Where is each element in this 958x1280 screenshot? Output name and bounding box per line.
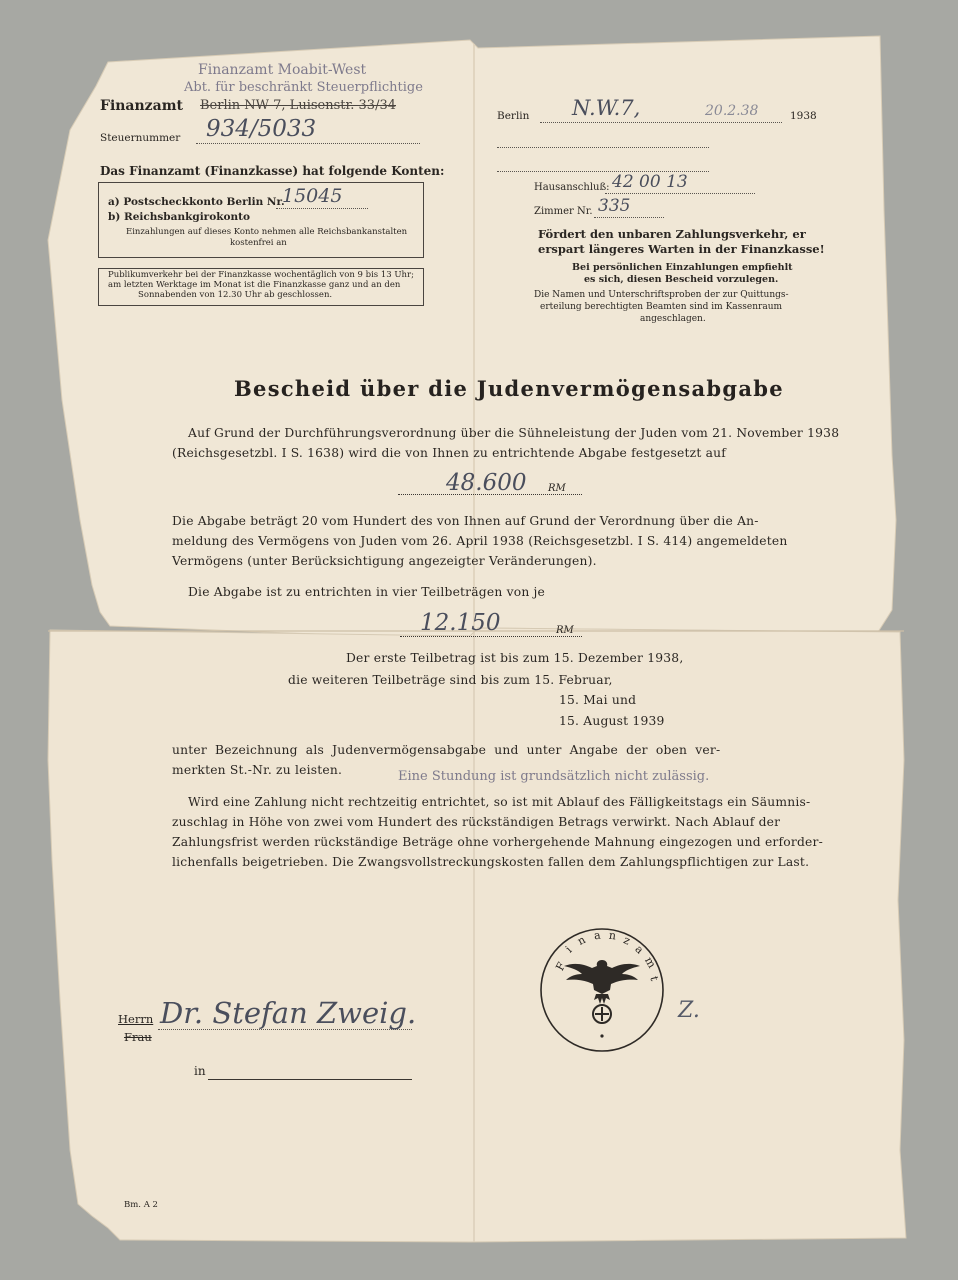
year: 1938 (790, 110, 817, 122)
paragraph-5-line-4: lichenfalls beigetrieben. Die Zwangsvollstreckungskosten fallen dem Zahlungspflichtigen zur Last. (172, 855, 810, 869)
city-label: Berlin (497, 110, 530, 122)
paragraph-5-line-3: Zahlungsfrist werden rückständige Beträge ohne vorhergehende Mahnung eingezogen und erforder- (172, 835, 823, 849)
office-label: Finanzamt (100, 98, 183, 114)
city-handwritten: N.W.7, (572, 96, 641, 120)
paragraph-3: Die Abgabe ist zu entrichten in vier Teilbeträgen von je (188, 585, 546, 599)
paragraph-2-line-3: Vermögens (unter Berücksichtigung angezeigter Veränderungen). (172, 554, 597, 568)
initial-handwritten: Z. (678, 998, 700, 1023)
amount-part: 12.150 (420, 610, 501, 636)
page-title: Bescheid über die Judenvermögensabgabe (234, 376, 784, 401)
office-address: Berlin NW 7, Luisenstr. 33/34 (200, 98, 396, 113)
phone-value: 42 00 13 (612, 172, 688, 192)
form-code: Bm. A 2 (124, 1200, 158, 1210)
in-line (208, 1078, 412, 1080)
room-value: 335 (598, 196, 631, 216)
seal-letter: m (641, 954, 659, 971)
seal-letter: a (632, 942, 647, 957)
currency-1: RM (548, 483, 566, 494)
stamp-note: Eine Stundung ist grundsätzlich nicht zulässig. (398, 769, 710, 784)
blank-line-1 (497, 146, 709, 148)
paragraph-1-line-2: (Reichsgesetzbl. I S. 1638) wird die von Ihnen zu entrichtende Abgabe festgesetzt auf (172, 446, 726, 460)
promo-line-6: erteilung berechtigten Beamten sind im Kassenraum (540, 302, 783, 312)
seal-letter: z (621, 933, 633, 948)
seal-letter: i (562, 943, 575, 956)
promo-line-2: erspart längeres Warten in der Finanzkasse! (538, 242, 825, 256)
accounts-heading: Das Finanzamt (Finanzkasse) hat folgende Konten: (100, 164, 445, 178)
seal-letter: F (553, 960, 569, 973)
seal-letter: n (608, 928, 617, 943)
stamp-line-1: Finanzamt Moabit-West (198, 62, 367, 78)
hours-line-1: Publikumverkehr bei der Finanzkasse wochentäglich von 9 bis 13 Uhr; (108, 270, 414, 280)
salutation-frau: Frau (124, 1030, 152, 1044)
in-label: in (194, 1064, 206, 1078)
paragraph-2-line-2: meldung des Vermögens von Juden vom 26. April 1938 (Reichsgesetzbl. I S. 414) angemeldeten (172, 534, 788, 548)
paragraph-4-line-1: unter Bezeichnung als Judenvermögensabgabe und unter Angabe der oben ver- (172, 743, 721, 757)
account-a-value: 15045 (282, 185, 343, 207)
paragraph-1-line-1: Auf Grund der Durchführungsverordnung über die Sühneleistung der Juden vom 21. November 1938 (188, 426, 840, 440)
account-a-label: a) Postscheckkonto Berlin Nr. (108, 196, 285, 208)
tax-number-label: Steuernummer (100, 132, 181, 144)
recipient-name: Dr. Stefan Zweig. (160, 996, 417, 1030)
promo-line-1: Fördert den unbaren Zahlungsverkehr, er (538, 227, 806, 241)
paragraph-2-line-1: Die Abgabe beträgt 20 vom Hundert des von Ihnen auf Grund der Verordnung über die An- (172, 514, 759, 528)
promo-line-5: Die Namen und Unterschriftsproben der zur Quittungs- (534, 290, 789, 300)
hours-line-2: am letzten Werktage im Monat ist die Finanzkasse ganz und an den (108, 280, 401, 290)
account-note-1: Einzahlungen auf dieses Konto nehmen alle Reichsbankanstalten (126, 227, 408, 237)
seal-letter: t (647, 974, 662, 983)
room-label: Zimmer Nr. (534, 206, 593, 217)
due-line-4: 15. August 1939 (559, 714, 665, 728)
date-line (540, 121, 782, 123)
office-seal-icon (538, 926, 666, 1054)
salutation-herrn: Herrn (118, 1012, 154, 1026)
account-note-2: kostenfrei an (230, 238, 287, 248)
tax-number-line (196, 142, 420, 144)
seal-letter: n (575, 933, 588, 948)
stamp-line-2: Abt. für beschränkt Steuerpflichtige (184, 80, 423, 95)
account-a-line (276, 207, 368, 209)
phone-label: Hausanschluß: (534, 182, 610, 193)
promo-line-4: es sich, diesen Bescheid vorzulegen. (584, 274, 779, 285)
currency-2: RM (556, 625, 574, 636)
tax-number-value: 934/5033 (206, 116, 317, 142)
paragraph-5-line-1: Wird eine Zahlung nicht rechtzeitig entrichtet, so ist mit Ablauf des Fälligkeitstags ein Säumnis- (188, 795, 811, 809)
due-line-3: 15. Mai und (559, 693, 637, 707)
due-line-1: Der erste Teilbetrag ist bis zum 15. Dezember 1938, (346, 651, 684, 665)
date-handwritten: 20.2.38 (705, 103, 759, 119)
paragraph-5-line-2: zuschlag in Höhe von zwei vom Hundert des rückständigen Betrags verwirkt. Nach Ablauf der (172, 815, 781, 829)
amount-total: 48.600 (446, 470, 527, 496)
due-line-2: die weiteren Teilbeträge sind bis zum 15. Februar, (288, 673, 613, 687)
paragraph-4-line-2: merkten St.-Nr. zu leisten. (172, 763, 343, 777)
phone-line (605, 192, 755, 194)
room-line (594, 216, 664, 218)
promo-line-3: Bei persönlichen Einzahlungen empfiehlt (572, 262, 793, 273)
promo-line-7: angeschlagen. (640, 314, 706, 324)
account-b-label: b) Reichsbankgirokonto (108, 211, 250, 223)
seal-letter: a (593, 928, 602, 943)
hours-line-3: Sonnabenden von 12.30 Uhr ab geschlossen. (138, 290, 333, 300)
